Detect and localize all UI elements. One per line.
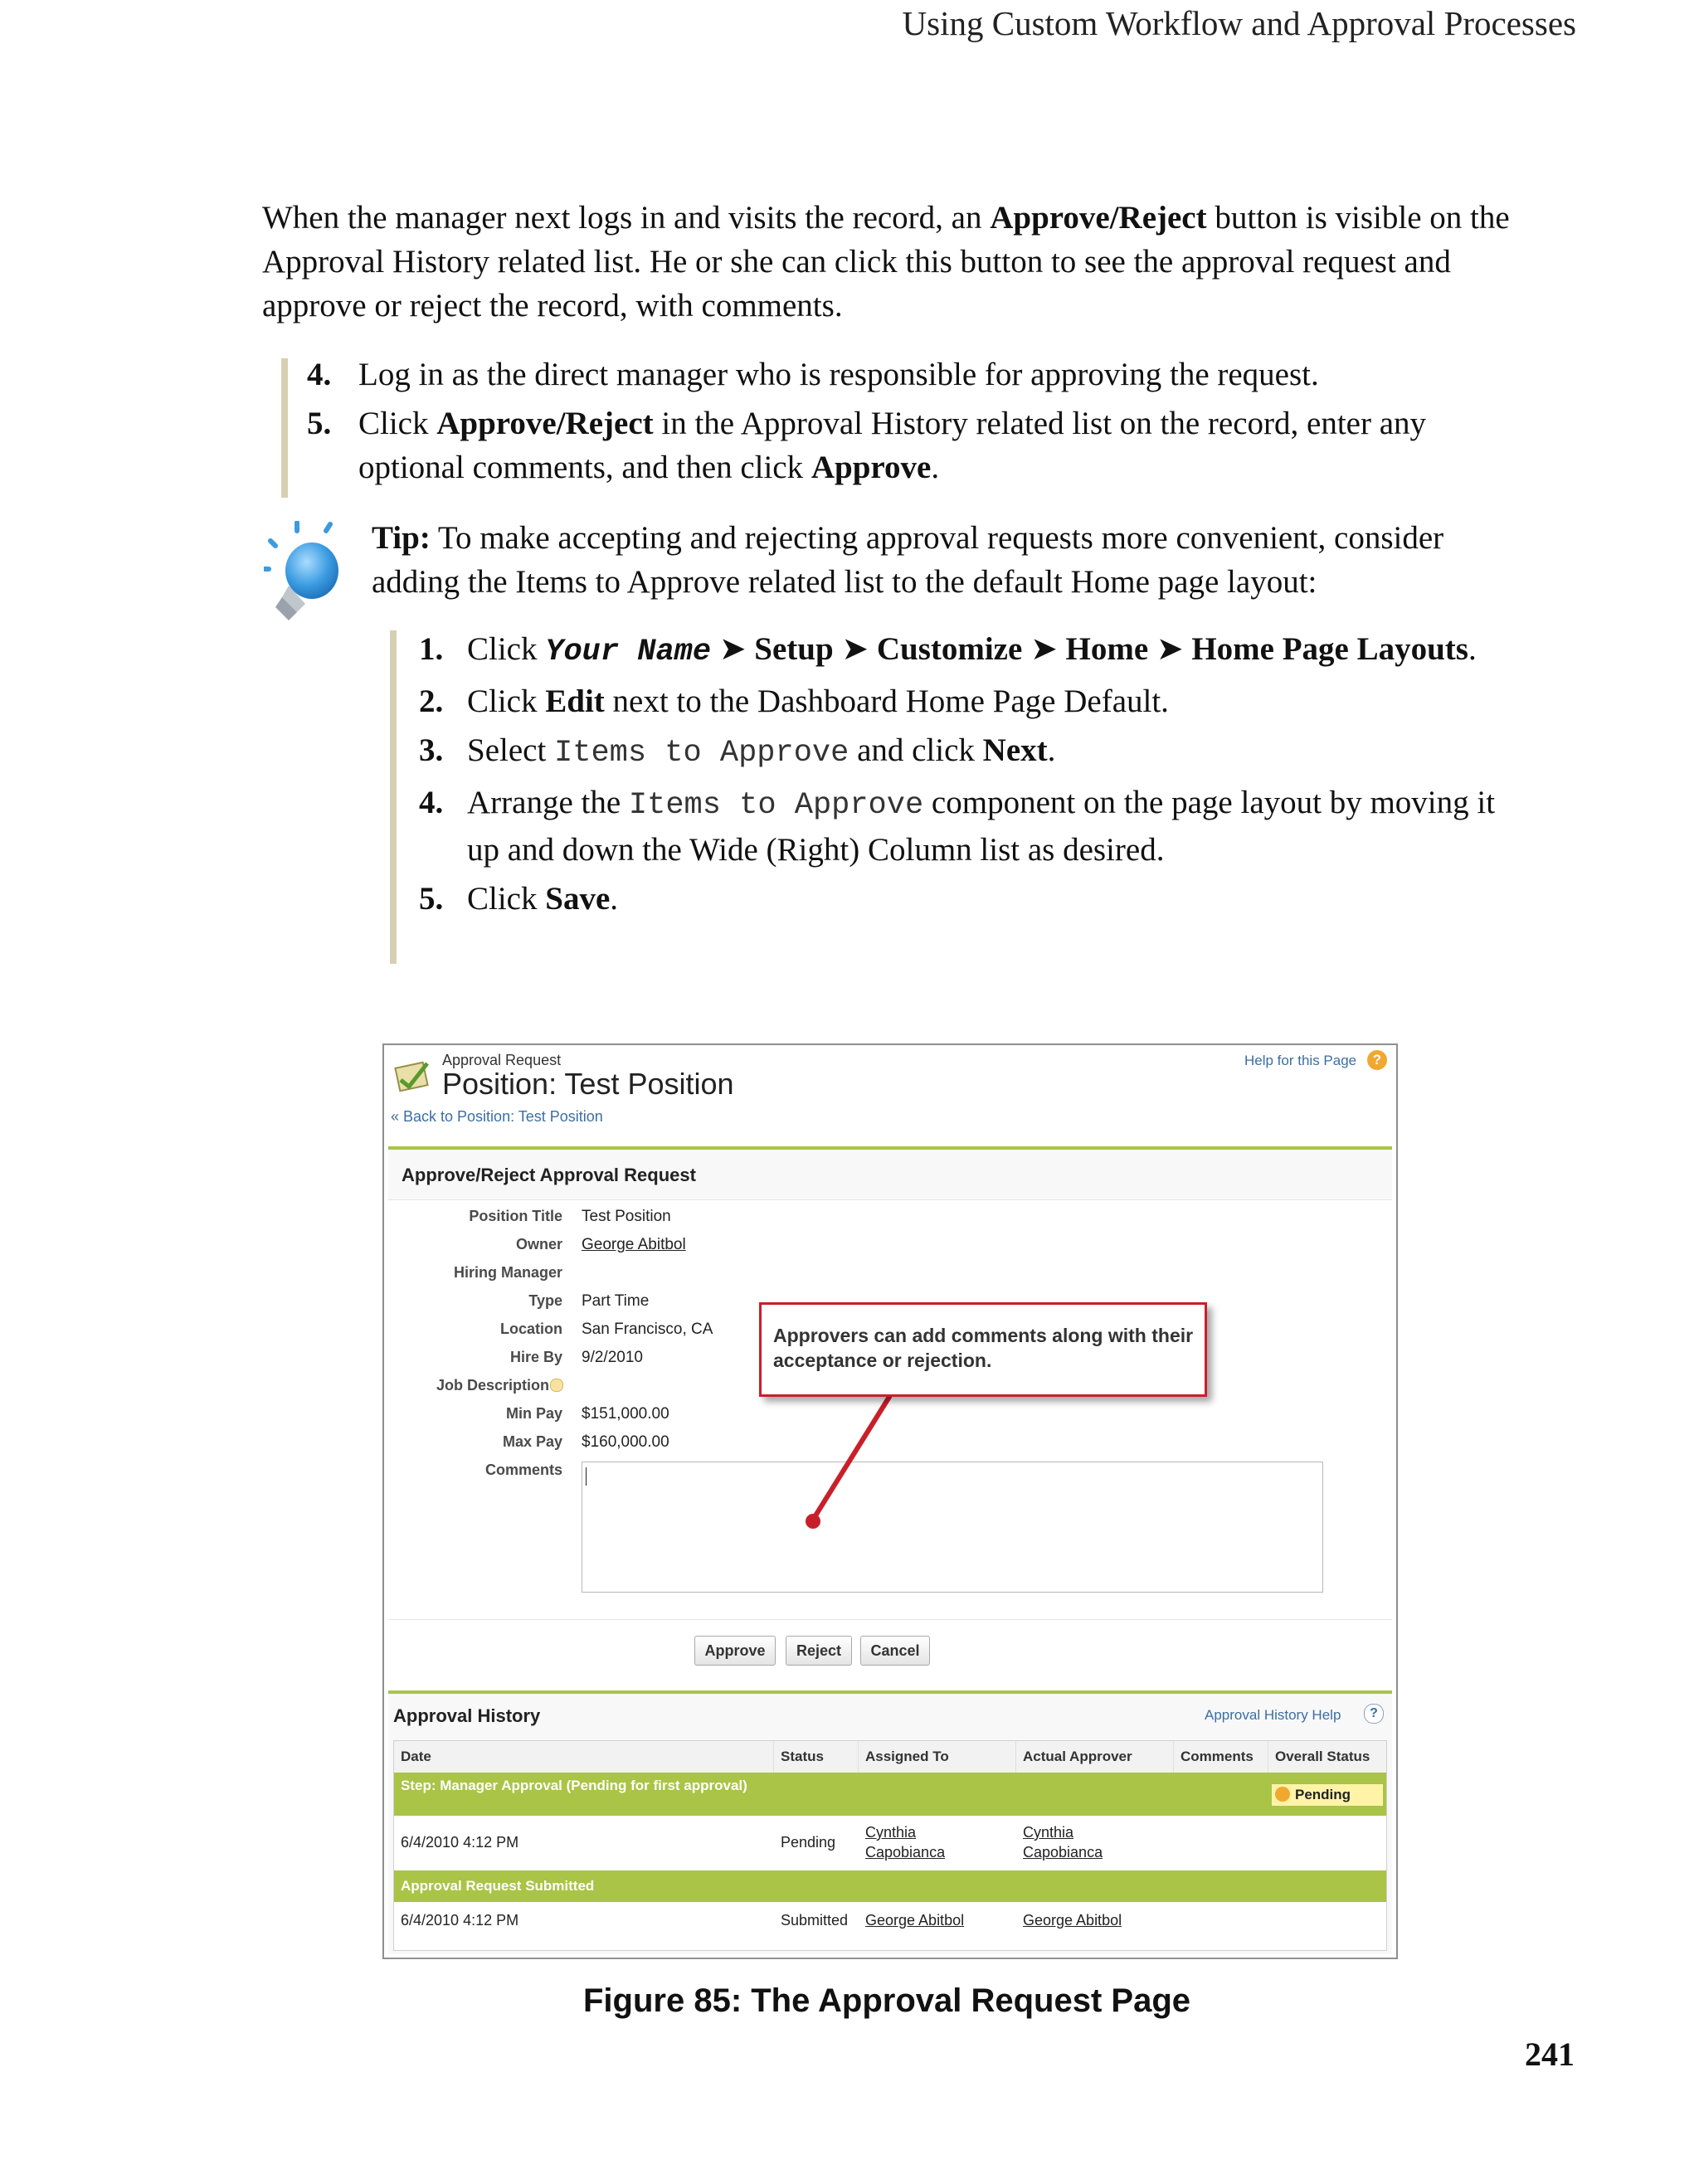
step-rule [281,358,288,498]
page-number: 241 [1525,2036,1575,2073]
field-label: Owner [515,1236,562,1253]
pending-icon [1275,1787,1290,1802]
field-value: Test Position [582,1208,671,1225]
field-label: Type [528,1292,562,1309]
status-cell: Submitted [781,1912,849,1929]
tip-steps-list [419,627,1514,921]
approver-link[interactable]: Cynthia Capobianca [1023,1824,1103,1861]
approval-icon [392,1057,434,1093]
history-table [393,1740,1387,1951]
list-item: 3. Select Items to Approve and click Next. [419,732,1056,771]
list-item: 5. Click Approve/Reject in the Approval History related list on the record, enter any optional comments, and then click Approve. [307,406,1427,485]
date-cell: 6/4/2010 4:12 PM [401,1912,519,1929]
table-row [394,1773,1386,1816]
field-value: $160,000.00 [582,1433,669,1451]
field-label: Location [500,1321,562,1337]
back-link[interactable]: « Back to Position: Test Position [391,1108,603,1125]
field-label: Min Pay [505,1405,562,1422]
step-label: Step: Manager Approval (Pending for first approval) [401,1778,747,1793]
callout-arrow [796,1394,896,1535]
assigned-link[interactable]: George Abitbol [865,1912,965,1929]
field-value: $151,000.00 [582,1405,669,1423]
list-item: 4. Log in as the direct manager who is responsible for approving the request. [307,357,1319,392]
pending-badge: Pending [1272,1784,1383,1806]
owner-link[interactable]: George Abitbol [582,1236,686,1253]
table-row [394,1902,1386,1938]
col-header: Status [774,1741,859,1773]
info-icon [550,1379,563,1392]
approver-link[interactable]: George Abitbol [1023,1912,1122,1929]
comments-textarea[interactable] [582,1462,1323,1593]
list-item: 1. Click Your Name ➤ Setup ➤ Customize ➤ Home ➤ Home Page Layouts. [419,631,1477,669]
figure-caption: Figure 85: The Approval Request Page [582,1982,1190,2019]
history-help-link[interactable]: Approval History Help [1205,1707,1341,1723]
history-title: Approval History [393,1705,541,1726]
field-label: Job Description [436,1377,549,1394]
field-value: Part Time [582,1292,650,1310]
steps-list [307,353,1502,489]
assigned-link[interactable]: Cynthia Capobianca [865,1824,946,1861]
section-title: Approve/Reject Approval Request [402,1165,696,1185]
list-item: 2. Click Edit next to the Dashboard Home Page Default. [419,683,1169,719]
date-cell: 6/4/2010 4:12 PM [401,1834,519,1851]
history-help-icon[interactable]: ? [1364,1704,1384,1724]
field-label: Hire By [509,1349,562,1365]
help-link[interactable]: Help for this Page [1244,1053,1357,1068]
lightbulb-icon [264,521,347,629]
col-header: Overall Status [1275,1749,1370,1764]
field-label: Comments [484,1462,562,1478]
col-header: Actual Approver [1016,1741,1174,1773]
list-item: 4. Arrange the Items to Approve component on the page layout by moving it up and down the Wide (Right) Column list as desired. [419,785,1496,868]
cancel-button[interactable]: Cancel [860,1636,930,1666]
field-label: Position Title [469,1208,562,1224]
list-item: 5. Click Save. [419,881,618,917]
col-header: Date [394,1741,774,1773]
field-value: San Francisco, CA [582,1321,713,1338]
field-label: Hiring Manager [453,1264,562,1281]
page-type-label: Approval Request [442,1052,562,1068]
running-head: Using Custom Workflow and Approval Processes [902,4,1576,42]
table-row [394,1870,1386,1902]
reject-button[interactable]: Reject [786,1636,852,1666]
field-label: Max Pay [502,1433,562,1450]
field-value: 9/2/2010 [582,1349,643,1366]
tip-paragraph: Tip: To make accepting and rejecting approval requests more convenient, consider adding the Items to Approve related list to the default Home page layout: [372,520,1444,600]
submitted-label: Approval Request Submitted [401,1878,595,1894]
callout-box: Approvers can add comments along with their acceptance or rejection. [759,1302,1207,1397]
tip-rule [390,630,397,964]
help-icon[interactable]: ? [1367,1050,1387,1070]
page-title: Position: Test Position [442,1067,734,1101]
approve-button[interactable]: Approve [694,1636,776,1666]
col-header: Assigned To [859,1741,1016,1773]
status-cell: Pending [781,1834,836,1851]
table-row [394,1816,1386,1871]
intro-paragraph: When the manager next logs in and visits the record, an Approve/Reject button is visible on the Approval History related list. He or she can click this button to see the approval request and approve or reject the record, with comments. [262,200,1510,323]
approval-history-section [388,1690,1392,1954]
col-header: Comments [1174,1741,1268,1773]
